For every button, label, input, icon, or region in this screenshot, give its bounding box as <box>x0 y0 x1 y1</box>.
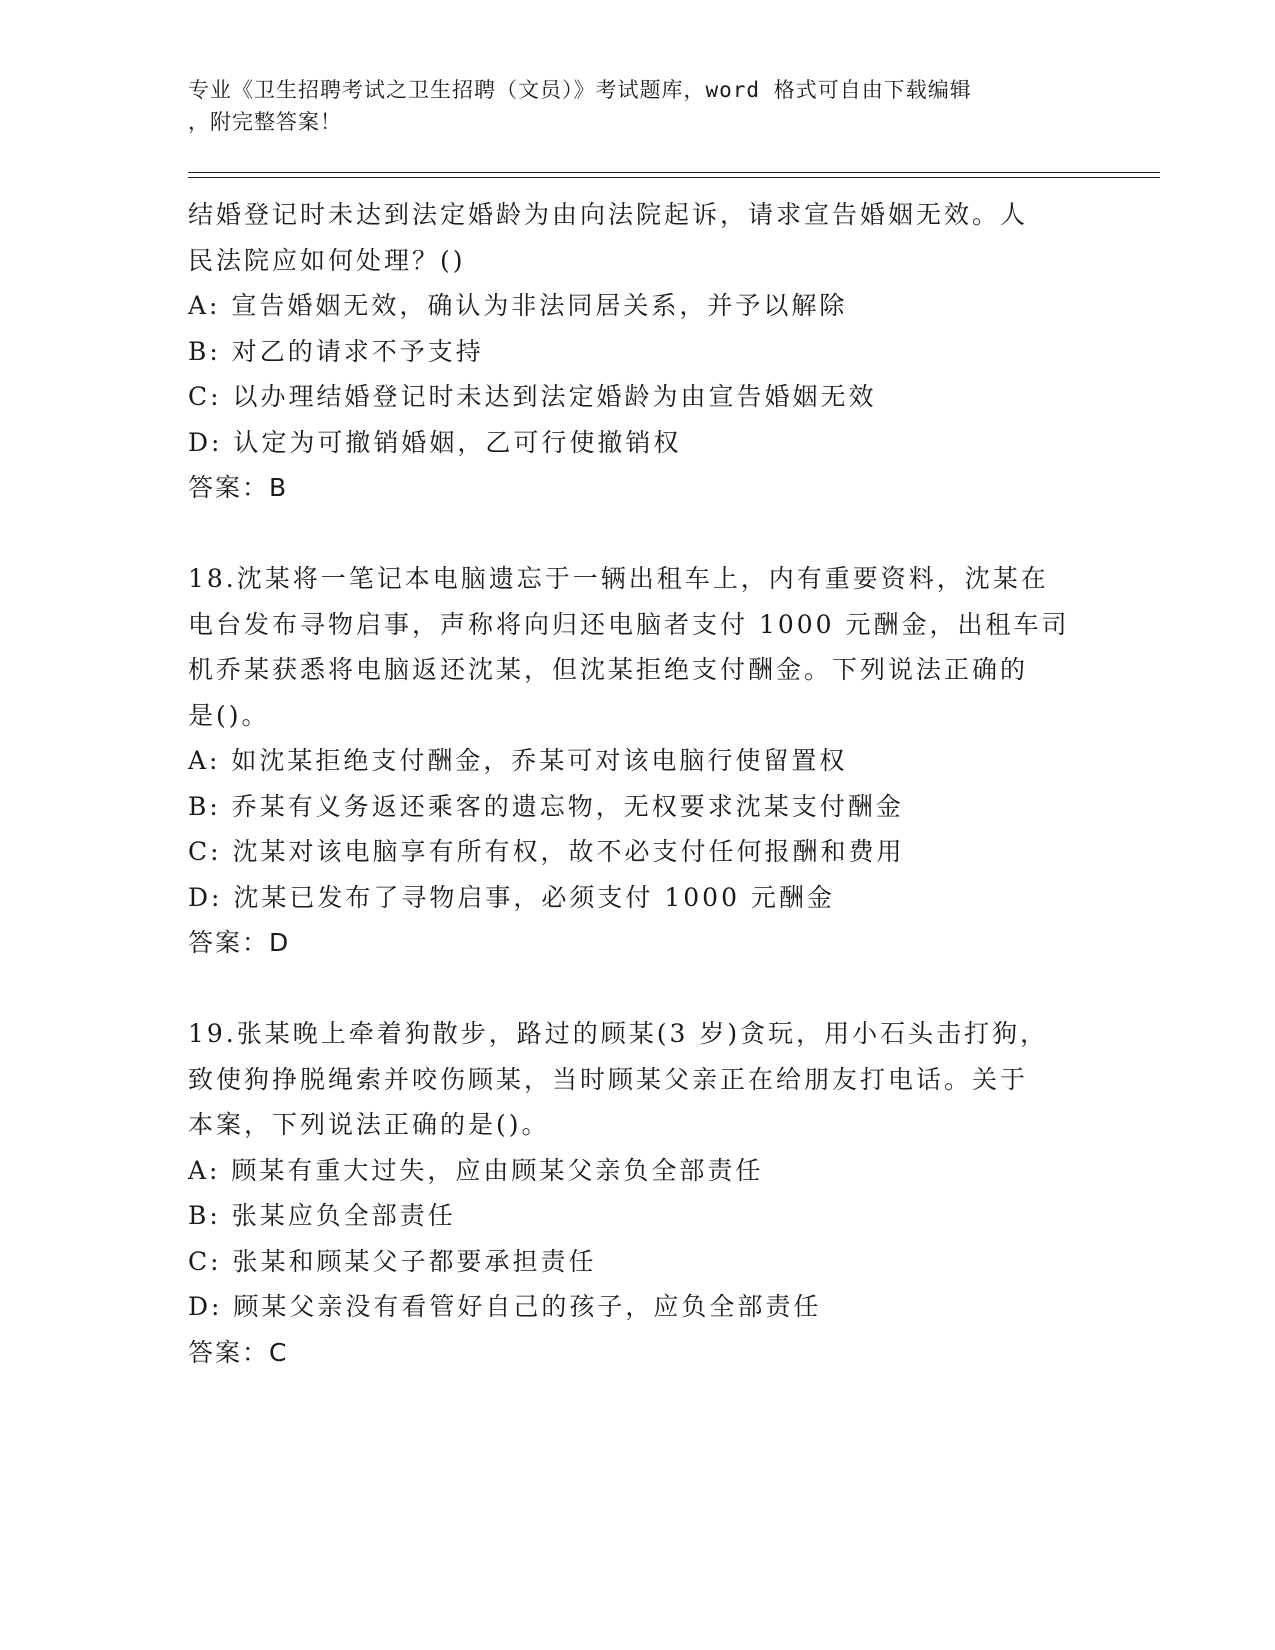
option-b: B: 张某应负全部责任 <box>188 1201 456 1230</box>
document-header <box>188 74 1088 138</box>
question-text-line: 18.沈某将一笔记本电脑遗忘于一辆出租车上，内有重要资料，沈某在 <box>188 564 1049 593</box>
question-list <box>188 192 1088 1375</box>
option-c: C: 以办理结婚登记时未达到法定婚龄为由宣告婚姻无效 <box>188 382 877 411</box>
question-text-line: 电台发布寻物启事，声称将向归还电脑者支付 1000 元酬金，出租车司 <box>188 609 1070 639</box>
question-text-line: 本案，下列说法正确的是()。 <box>188 1110 550 1139</box>
question-19-stem <box>188 1011 1088 1148</box>
option-a: A: 如沈某拒绝支付酬金，乔某可对该电脑行使留置权 <box>188 746 848 775</box>
answer-label: 答案：D <box>188 928 291 957</box>
option-d: D: 顾某父亲没有看管好自己的孩子，应负全部责任 <box>188 1292 822 1321</box>
question-text-line: 结婚登记时未达到法定婚龄为由向法院起诉，请求宣告婚姻无效。人 <box>188 200 1029 229</box>
header-divider-bottom <box>188 177 1160 178</box>
question-text-line: 民法院应如何处理？() <box>188 245 466 275</box>
option-d: D: 沈某已发布了寻物启事，必须支付 1000 元酬金 <box>188 882 835 912</box>
option-a: A: 宣告婚姻无效，确认为非法同居关系，并予以解除 <box>188 291 848 320</box>
option-a: A: 顾某有重大过失，应由顾某父亲负全部责任 <box>188 1155 764 1185</box>
question-19 <box>188 1011 1088 1375</box>
option-c: C: 沈某对该电脑享有所有权，故不必支付任何报酬和费用 <box>188 837 905 866</box>
option-b: B: 对乙的请求不予支持 <box>188 336 484 366</box>
question-text-line: 是()。 <box>188 700 270 730</box>
answer-label: 答案：B <box>188 473 289 502</box>
option-c: C: 张某和顾某父子都要承担责任 <box>188 1246 597 1276</box>
header-divider-top <box>188 172 1160 173</box>
option-d: D: 认定为可撤销婚姻，乙可行使撤销权 <box>188 427 682 457</box>
header-line-2: ，附完整答案！ <box>188 110 342 134</box>
question-text-line: 19.张某晚上牵着狗散步，路过的顾某(3 岁)贪玩，用小石头击打狗， <box>188 1019 1049 1048</box>
question-17-stem <box>188 192 1088 283</box>
question-18-stem <box>188 556 1088 738</box>
question-17 <box>188 192 1088 511</box>
question-18 <box>188 556 1088 966</box>
question-text-line: 机乔某获悉将电脑返还沈某，但沈某拒绝支付酬金。下列说法正确的 <box>188 655 1029 684</box>
option-b: B: 乔某有义务返还乘客的遗忘物，无权要求沈某支付酬金 <box>188 791 904 821</box>
answer-label: 答案：C <box>188 1337 289 1367</box>
header-line-1: 专业《卫生招聘考试之卫生招聘（文员）》考试题库，word 格式可自由下载编辑 <box>188 78 972 102</box>
question-text-line: 致使狗挣脱绳索并咬伤顾某，当时顾某父亲正在给朋友打电话。关于 <box>188 1064 1029 1094</box>
